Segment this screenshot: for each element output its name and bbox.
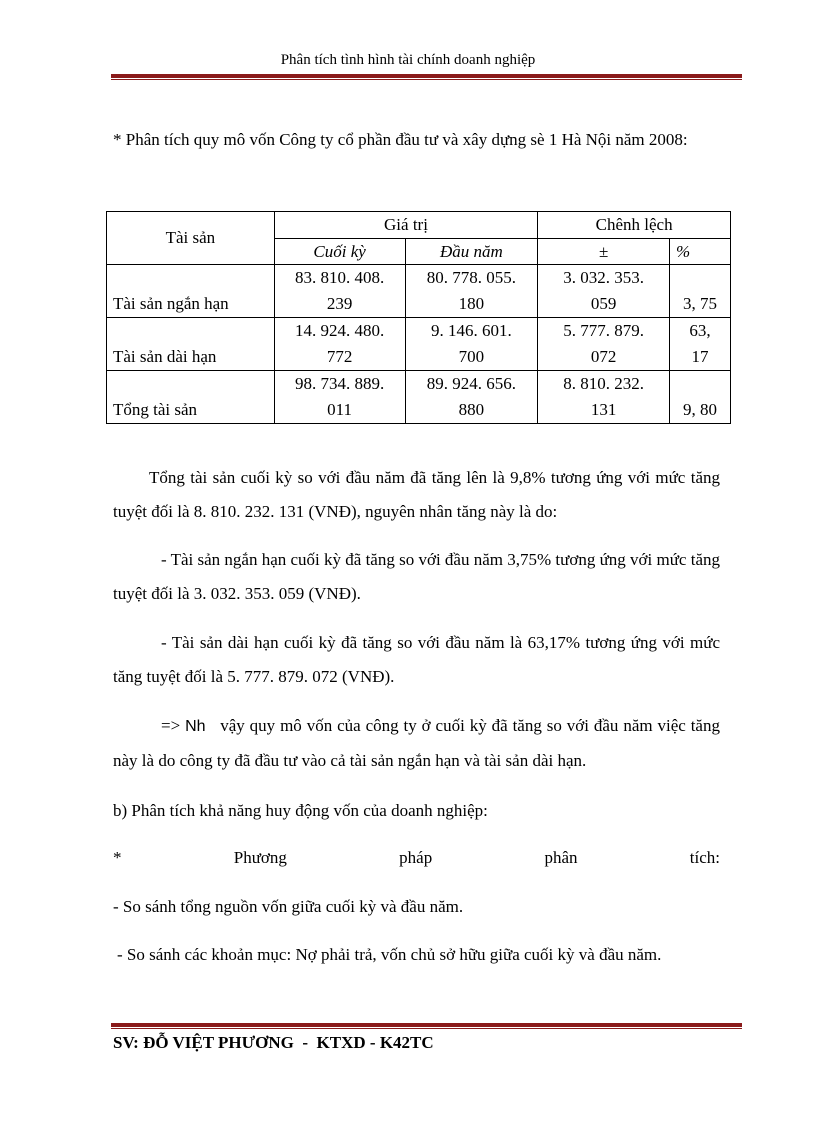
intro-text: * Phân tích quy mô vốn Công ty cổ phần đầu tư và xây dựng sè 1 Hà Nội năm 2008: — [113, 130, 688, 149]
cell-begin: 80. 778. 055. 180 — [405, 265, 538, 318]
subheader-begin: Đầu năm — [405, 239, 538, 265]
row-label: Tổng tài sản — [107, 371, 275, 424]
row-label: Tài sản dài hạn — [107, 318, 275, 371]
footer-student: SV: ĐỖ VIỆT PHƯƠNG - KTXD - K42TC — [113, 1033, 434, 1052]
cell-pct: 3, 75 — [670, 265, 731, 318]
subheader-percent: % — [670, 239, 731, 265]
bullet-compare-total: - So sánh tổng nguồn vốn giữa cuối kỳ và đầu năm. — [113, 897, 464, 916]
cell-pct: 63, 17 — [670, 318, 731, 371]
bullet-compare-items: - So sánh các khoản mục: Nợ phải trả, vốn chủ sở hữu giữa cuối kỳ và đầu năm. — [117, 945, 662, 964]
paragraph-long-term: - Tài sản dài hạn cuối kỳ đã tăng so với đầu năm là 63,17% tương ứng với mức tăng tuyệt đối là 5. 777. 879. 072 (VNĐ). — [113, 633, 720, 686]
table-row — [107, 265, 731, 318]
cell-diff: 8. 810. 232. 131 — [538, 371, 670, 424]
cell-pct: 9, 80 — [670, 371, 731, 424]
page-header-title: Phân tích tình hình tài chính doanh nghiệp — [280, 52, 536, 68]
capital-table — [106, 211, 731, 424]
cell-diff: 5. 777. 879. 072 — [538, 318, 670, 371]
header-diff: Chênh lệch — [538, 212, 731, 239]
paragraph-conclusion: => Nh vậy quy mô vốn của công ty ở cuối kỳ đã tăng so với đầu năm việc tăng này là do công ty đã đầu tư vào cả tài sản ngắn hạn và tài sản dài hạn. — [113, 716, 725, 770]
subheader-plusminus: ± — [538, 239, 670, 265]
cell-end: 98. 734. 889. 011 — [274, 371, 405, 424]
subheader-end: Cuối kỳ — [274, 239, 405, 265]
row-label: Tài sản ngắn hạn — [107, 265, 275, 318]
table-row — [107, 318, 731, 371]
header-value: Giá trị — [274, 212, 538, 239]
cell-diff: 3. 032. 353. 059 — [538, 265, 670, 318]
method-line: * Phương pháp phân tích: — [113, 848, 720, 867]
paragraph-short-term: - Tài sản ngắn hạn cuối kỳ đã tăng so với đầu năm 3,75% tương ứng với mức tăng tuyệt đối là 3. 032. 353. 059 (VNĐ). — [113, 550, 720, 603]
table-row — [107, 371, 731, 424]
footer-divider — [111, 1023, 742, 1029]
section-b-heading: b) Phân tích khả năng huy động vốn của doanh nghiệp: — [113, 801, 488, 820]
cell-end: 83. 810. 408. 239 — [274, 265, 405, 318]
cell-begin: 9. 146. 601. 700 — [405, 318, 538, 371]
header-divider — [111, 74, 742, 80]
header-asset: Tài sản — [107, 212, 275, 265]
cell-begin: 89. 924. 656. 880 — [405, 371, 538, 424]
cell-end: 14. 924. 480. 772 — [274, 318, 405, 371]
paragraph-total-assets: Tổng tài sản cuối kỳ so với đầu năm đã tăng lên là 9,8% tương ứng với mức tăng tuyệt đối là 8. 810. 232. 131 (VNĐ), nguyên nhân tăng này là do: — [113, 468, 720, 521]
